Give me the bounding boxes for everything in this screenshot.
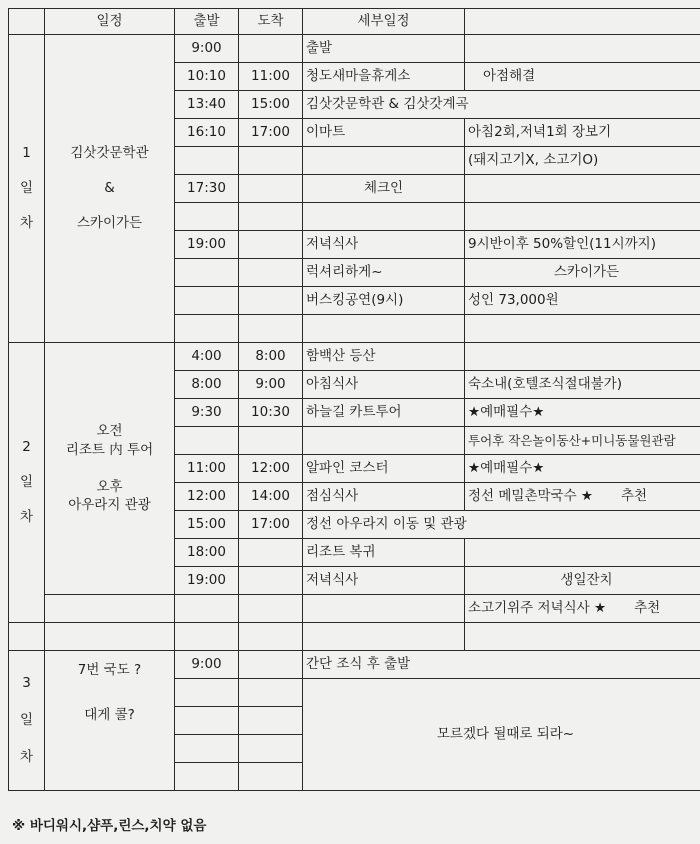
- depart-time: 16:10: [175, 119, 239, 147]
- note-cell: (돼지고기X, 소고기O): [465, 147, 700, 175]
- note-cell: 성인 73,000원: [465, 287, 700, 315]
- empty-cell: [9, 623, 45, 651]
- day2-title-3: 오후: [96, 478, 123, 495]
- header-day: [9, 9, 45, 35]
- depart-time: [175, 595, 239, 623]
- arrive-time: [239, 287, 303, 315]
- day1-title-2: &: [104, 180, 115, 197]
- arrive-time: [239, 203, 303, 231]
- day2-row: [9, 595, 700, 623]
- empty-cell: [175, 679, 239, 707]
- note-cell: 스카이가든: [465, 259, 700, 287]
- day1-row: [9, 35, 700, 63]
- arrive-time: 17:00: [239, 119, 303, 147]
- arrive-time: [239, 315, 303, 343]
- arrive-time: 11:00: [239, 63, 303, 91]
- note-cell: ★예매필수★: [465, 455, 700, 483]
- day3-row: [9, 651, 700, 679]
- note-cell: [465, 35, 700, 63]
- note-cell: 아점해결: [465, 63, 700, 91]
- empty-cell: [175, 623, 239, 651]
- detail-cell: 출발: [303, 35, 465, 63]
- day2-il: 일: [19, 474, 34, 491]
- note-cell: [465, 203, 700, 231]
- day1-il: 일: [19, 180, 34, 197]
- header-detail: 세부일정: [303, 9, 465, 35]
- arrive-time: [239, 259, 303, 287]
- day3-title-2: 대게 콜?: [84, 706, 135, 723]
- day3-note: 모르겠다 될때로 되라~: [303, 679, 700, 791]
- recommend-label: 추천: [621, 488, 648, 505]
- depart-time: 11:00: [175, 455, 239, 483]
- header-depart: 출발: [175, 9, 239, 35]
- detail-cell: 하늘길 카트투어: [303, 399, 465, 427]
- detail-cell: [303, 203, 465, 231]
- depart-time: [175, 259, 239, 287]
- footer-note: ※ 바디워시,샴푸,린스,치약 없음: [12, 818, 207, 834]
- note-cell: [465, 175, 700, 203]
- detail-cell: 아침식사: [303, 371, 465, 399]
- empty-cell: [175, 707, 239, 735]
- header-note: [465, 9, 700, 35]
- arrive-time: 12:00: [239, 455, 303, 483]
- empty-cell: [239, 735, 303, 763]
- detail-cell: 리조트 복귀: [303, 539, 465, 567]
- note-cell: [465, 595, 700, 623]
- note-cell: [465, 315, 700, 343]
- arrive-time: 15:00: [239, 91, 303, 119]
- detail-cell: 이마트: [303, 119, 465, 147]
- arrive-time: 17:00: [239, 511, 303, 539]
- arrive-time: 9:00: [239, 371, 303, 399]
- day3-title-1: 7번 국도 ?: [77, 662, 142, 678]
- detail-cell: 저녁식사: [303, 567, 465, 595]
- detail-cell: 청도새마을휴게소: [303, 63, 465, 91]
- detail-cell: 김삿갓문학관 & 김삿갓계곡: [303, 91, 700, 119]
- arrive-time: [239, 595, 303, 623]
- depart-time: 8:00: [175, 371, 239, 399]
- arrive-time: [239, 539, 303, 567]
- depart-time: 4:00: [175, 343, 239, 371]
- depart-time: 19:00: [175, 231, 239, 259]
- note-cell: 9시반이후 50%할인(11시까지): [465, 231, 700, 259]
- depart-time: [175, 315, 239, 343]
- note-cell: [465, 483, 700, 511]
- detail-cell: 알파인 코스터: [303, 455, 465, 483]
- empty-cell: [465, 623, 700, 651]
- depart-time: 19:00: [175, 567, 239, 595]
- day1-cha: 차: [19, 214, 34, 231]
- note-text: 정선 메밀촌막국수 ★: [468, 488, 594, 505]
- arrive-time: [239, 427, 303, 455]
- detail-cell: 함백산 등산: [303, 343, 465, 371]
- depart-time: 12:00: [175, 483, 239, 511]
- detail-cell: 간단 조식 후 출발: [303, 651, 700, 679]
- detail-cell: [303, 427, 465, 455]
- arrive-time: [239, 35, 303, 63]
- day3-num: 3: [22, 675, 31, 692]
- day3-title: [45, 651, 175, 791]
- day3-cha: 차: [19, 748, 34, 765]
- depart-time: 9:00: [175, 35, 239, 63]
- day3-il: 일: [19, 712, 34, 729]
- detail-cell: [303, 315, 465, 343]
- detail-cell: 체크인: [303, 175, 465, 203]
- arrive-time: [239, 651, 303, 679]
- depart-time: [175, 287, 239, 315]
- depart-time: 18:00: [175, 539, 239, 567]
- note-cell: ★예매필수★: [465, 399, 700, 427]
- day2-label: [9, 343, 45, 623]
- arrive-time: [239, 231, 303, 259]
- header-arrive: 도착: [239, 9, 303, 35]
- detail-cell: 점심식사: [303, 483, 465, 511]
- detail-cell: [303, 147, 465, 175]
- arrive-time: 14:00: [239, 483, 303, 511]
- depart-time: 13:40: [175, 91, 239, 119]
- detail-cell: 럭셔리하게~: [303, 259, 465, 287]
- detail-cell: 버스킹공연(9시): [303, 287, 465, 315]
- note-cell: 투어후 작은놀이동산+미니동물원관람: [465, 427, 700, 455]
- depart-time: 9:30: [175, 399, 239, 427]
- day2-title-4: 아우라지 관광: [68, 497, 151, 514]
- day2-title-2: 리조트 内 투어: [65, 441, 154, 458]
- recommend-label: 추천: [634, 600, 661, 617]
- depart-time: [175, 203, 239, 231]
- header-schedule: 일정: [45, 9, 175, 35]
- detail-cell: 저녁식사: [303, 231, 465, 259]
- empty-cell: [239, 707, 303, 735]
- note-text: 소고기위주 저녁식사 ★: [468, 600, 607, 617]
- header-row: [9, 9, 700, 35]
- note-cell: 숙소내(호텔조식절대불가): [465, 371, 700, 399]
- day2-title-1: 오전: [96, 422, 123, 439]
- depart-time: 9:00: [175, 651, 239, 679]
- arrive-time: [239, 567, 303, 595]
- depart-time: 10:10: [175, 63, 239, 91]
- day1-title: [45, 35, 175, 343]
- depart-time: [175, 147, 239, 175]
- day2-cha: 차: [19, 508, 34, 525]
- detail-cell: [303, 595, 465, 623]
- depart-time: 15:00: [175, 511, 239, 539]
- day2-num: 2: [22, 439, 31, 456]
- day1-label: [9, 35, 45, 343]
- depart-time: 17:30: [175, 175, 239, 203]
- day3-label: [9, 651, 45, 791]
- note-cell: [465, 343, 700, 371]
- empty-cell: [239, 623, 303, 651]
- empty-cell: [175, 763, 239, 791]
- arrive-time: 10:30: [239, 399, 303, 427]
- note-cell: 생일잔치: [465, 567, 700, 595]
- day2-title: [45, 343, 175, 595]
- detail-cell: 정선 아우라지 이동 및 관광: [303, 511, 700, 539]
- empty-cell: [175, 735, 239, 763]
- arrive-time: [239, 175, 303, 203]
- arrive-time: 8:00: [239, 343, 303, 371]
- separator-row: [9, 623, 700, 651]
- arrive-time: [239, 147, 303, 175]
- note-cell: 아침2회,저녁1회 장보기: [465, 119, 700, 147]
- day1-title-1: 김삿갓문학관: [70, 145, 149, 162]
- day2-row: [9, 343, 700, 371]
- day1-title-3: 스카이가든: [76, 214, 143, 231]
- title-cell: [45, 595, 175, 623]
- empty-cell: [303, 623, 465, 651]
- day1-num: 1: [22, 145, 31, 162]
- itinerary-table: [8, 8, 700, 791]
- empty-cell: [45, 623, 175, 651]
- empty-cell: [239, 679, 303, 707]
- depart-time: [175, 427, 239, 455]
- note-cell: [465, 539, 700, 567]
- empty-cell: [239, 763, 303, 791]
